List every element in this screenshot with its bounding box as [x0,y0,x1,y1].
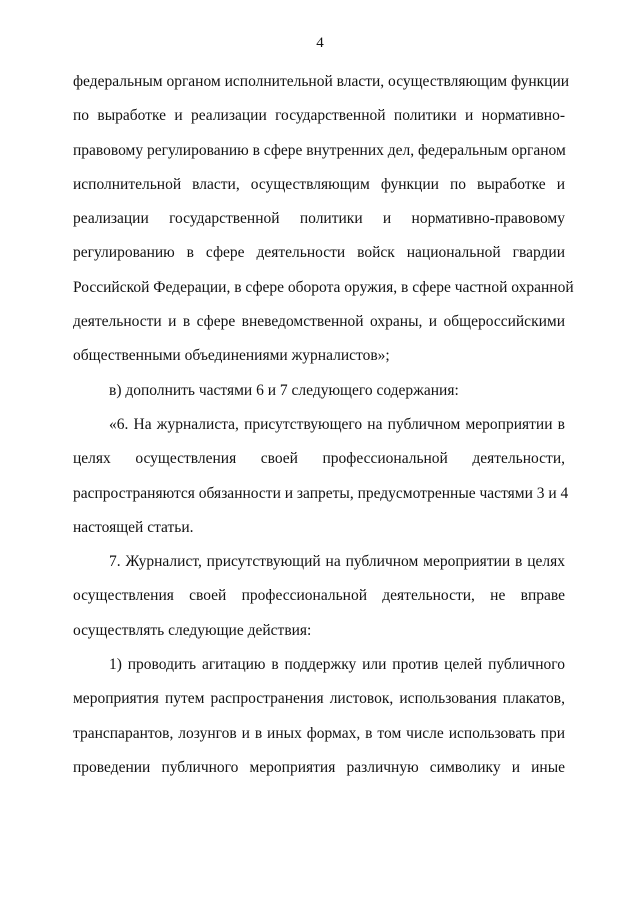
text-line: федеральным органом исполнительной власти, осуществляющим функции [73,73,570,90]
text-line: распространяются обязанности и запреты, предусмотренные частями 3 и 4 [73,484,569,502]
text-line: транспарантов, лозунгов и в иных формах, в том числе использовать при [73,724,565,742]
page-number: 4 [316,35,324,51]
text-line: исполнительной власти, осуществляющим функции по выработке и [73,175,565,193]
paragraph-first-line: в) дополнить частями 6 и 7 следующего содержания: [109,381,459,399]
text-line: деятельности и в сфере вневедомственной охраны, и общероссийскими [73,313,565,331]
text-line: регулированию в сфере деятельности войск национальной гвардии [73,244,565,262]
document-body [73,71,574,791]
text-line: мероприятия путем распространения листовок, использования плакатов, [73,690,565,708]
text-line: по выработке и реализации государственной политики и нормативно- [73,107,565,125]
text-line: настоящей статьи. [73,518,194,536]
text-line: общественными объединениями журналистов»; [73,347,390,365]
text-line: реализации государственной политики и нормативно-правовому [73,210,565,228]
text-line: проведении публичного мероприятия различную символику и иные [73,758,565,776]
paragraph-first-line: «6. На журналиста, присутствующего на публичном мероприятии в [109,415,565,433]
paragraph-first-line: 1) проводить агитацию в поддержку или против целей публичного [109,656,565,674]
text-line: осуществлять следующие действия: [73,621,312,639]
paragraph-first-line: 7. Журналист, присутствующий на публичном мероприятии в целях [109,553,565,571]
text-line: целях осуществления своей профессиональной деятельности, [73,450,565,468]
text-line: Российской Федерации, в сфере оборота оружия, в сфере частной охранной [73,278,574,296]
text-line: осуществления своей профессиональной деятельности, не вправе [73,587,565,605]
text-line: правовому регулированию в сфере внутренних дел, федеральным органом [73,141,566,159]
